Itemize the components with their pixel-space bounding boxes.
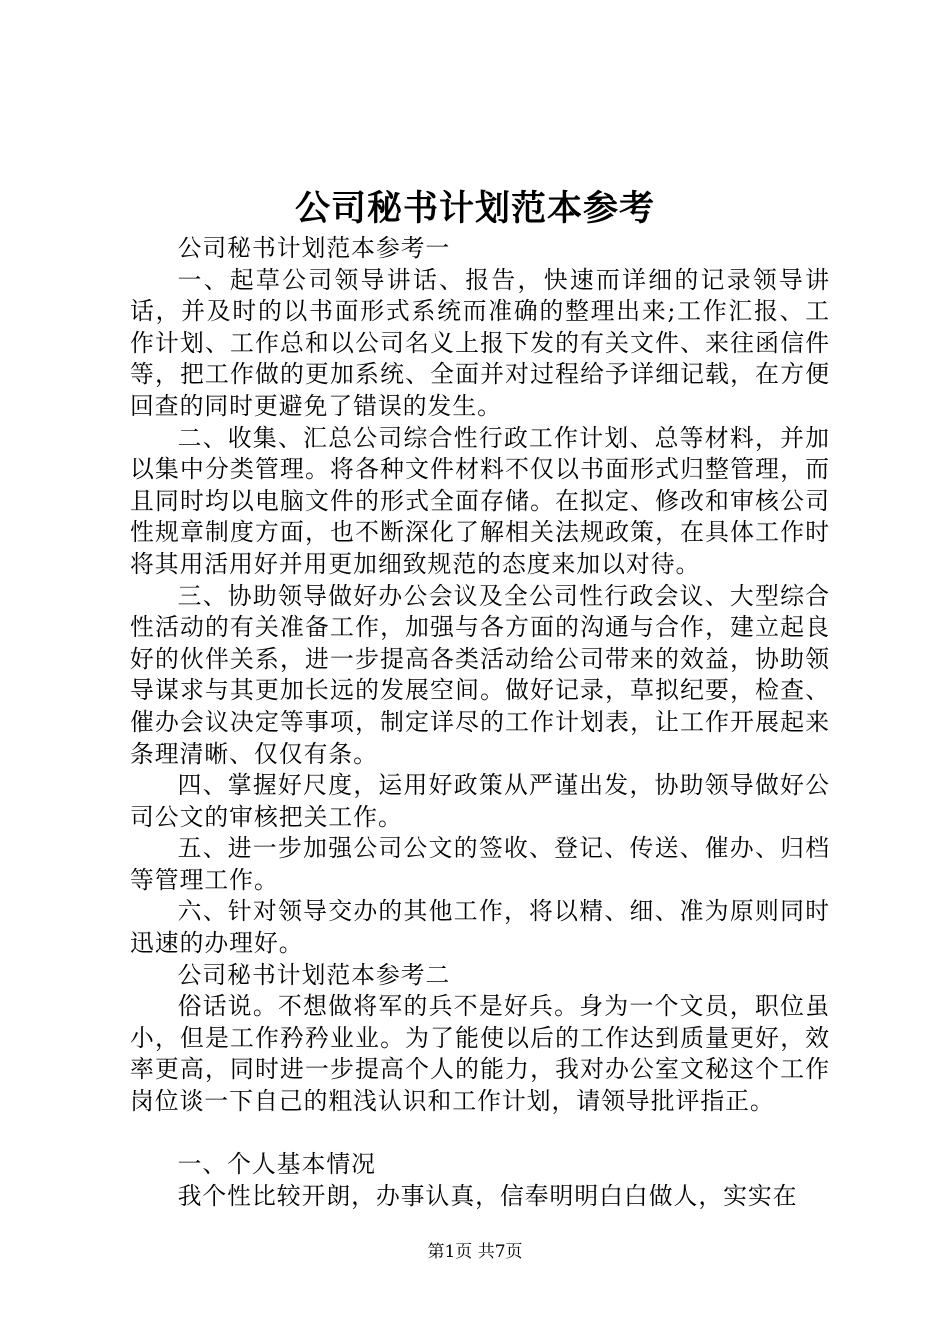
personal-info-paragraph: 我个性比较开朗，办事认真，信奉明明白白做人，实实在 <box>177 1181 798 1210</box>
paragraph-item-4: 四、掌握好尺度，运用好政策从严谨出发，协助领导做好公司公文的审核把关工作。 <box>130 771 830 831</box>
section-heading-1: 公司秘书计划范本参考一 <box>177 234 451 262</box>
paragraph-item-3: 三、协助领导做好办公会议及全公司性行政会议、大型综合性活动的有关准备工作，加强与各方面的沟通与合作，建立起良好的伙伴关系，进一步提高各类活动给公司带来的效益，协助领导谋求与其更加长远的发展空间。做好记录，草拟纪要，检查、催办会议决定等事项，制定详尽的工作计划表，让工作开展起来条理清晰、仅仅有条。 <box>130 581 830 768</box>
page-number: 第1页 共7页 <box>427 1242 523 1262</box>
paragraph-item-5: 五、进一步加强公司公文的签收、登记、传送、催办、归档等管理工作。 <box>130 834 830 894</box>
paragraph-item-1: 一、起草公司领导讲话、报告，快速而详细的记录领导讲话，并及时的以书面形式系统而准确的整理出来;工作汇报、工作计划、工作总和以公司名义上报下发的有关文件、来往函信件等，把工作做的更加系统、全面并对过程给予详细记载，在方便回查的同时更避免了错误的发生。 <box>130 265 830 420</box>
section-heading-2: 公司秘书计划范本参考二 <box>177 960 451 989</box>
document-body <box>130 233 830 1212</box>
subsection-heading: 一、个人基本情况 <box>177 1150 376 1179</box>
document-title: 公司秘书计划范本参考 <box>294 188 655 229</box>
intro-paragraph: 俗话说。不想做将军的兵不是好兵。身为一个文员，职位虽小，但是工作矜矜业业。为了能使以后的工作达到质量更好，效率更高，同时进一步提高个人的能力，我对办公室文秘这个工作岗位谈一下自己的粗浅认识和工作计划，请领导批评指正。 <box>130 992 830 1116</box>
paragraph-item-6: 六、针对领导交办的其他工作，将以精、细、准为原则同时迅速的办理好。 <box>130 897 830 958</box>
paragraph-item-2: 二、收集、汇总公司综合性行政工作计划、总等材料，并加以集中分类管理。将各种文件材料不仅以书面形式归整管理，而且同时均以电脑文件的形式全面存储。在拟定、修改和审核公司性规章制度方面，也不断深化了解相关法规政策，在具体工作时将其用活用好并用更加细致规范的态度来加以对待。 <box>130 423 830 578</box>
